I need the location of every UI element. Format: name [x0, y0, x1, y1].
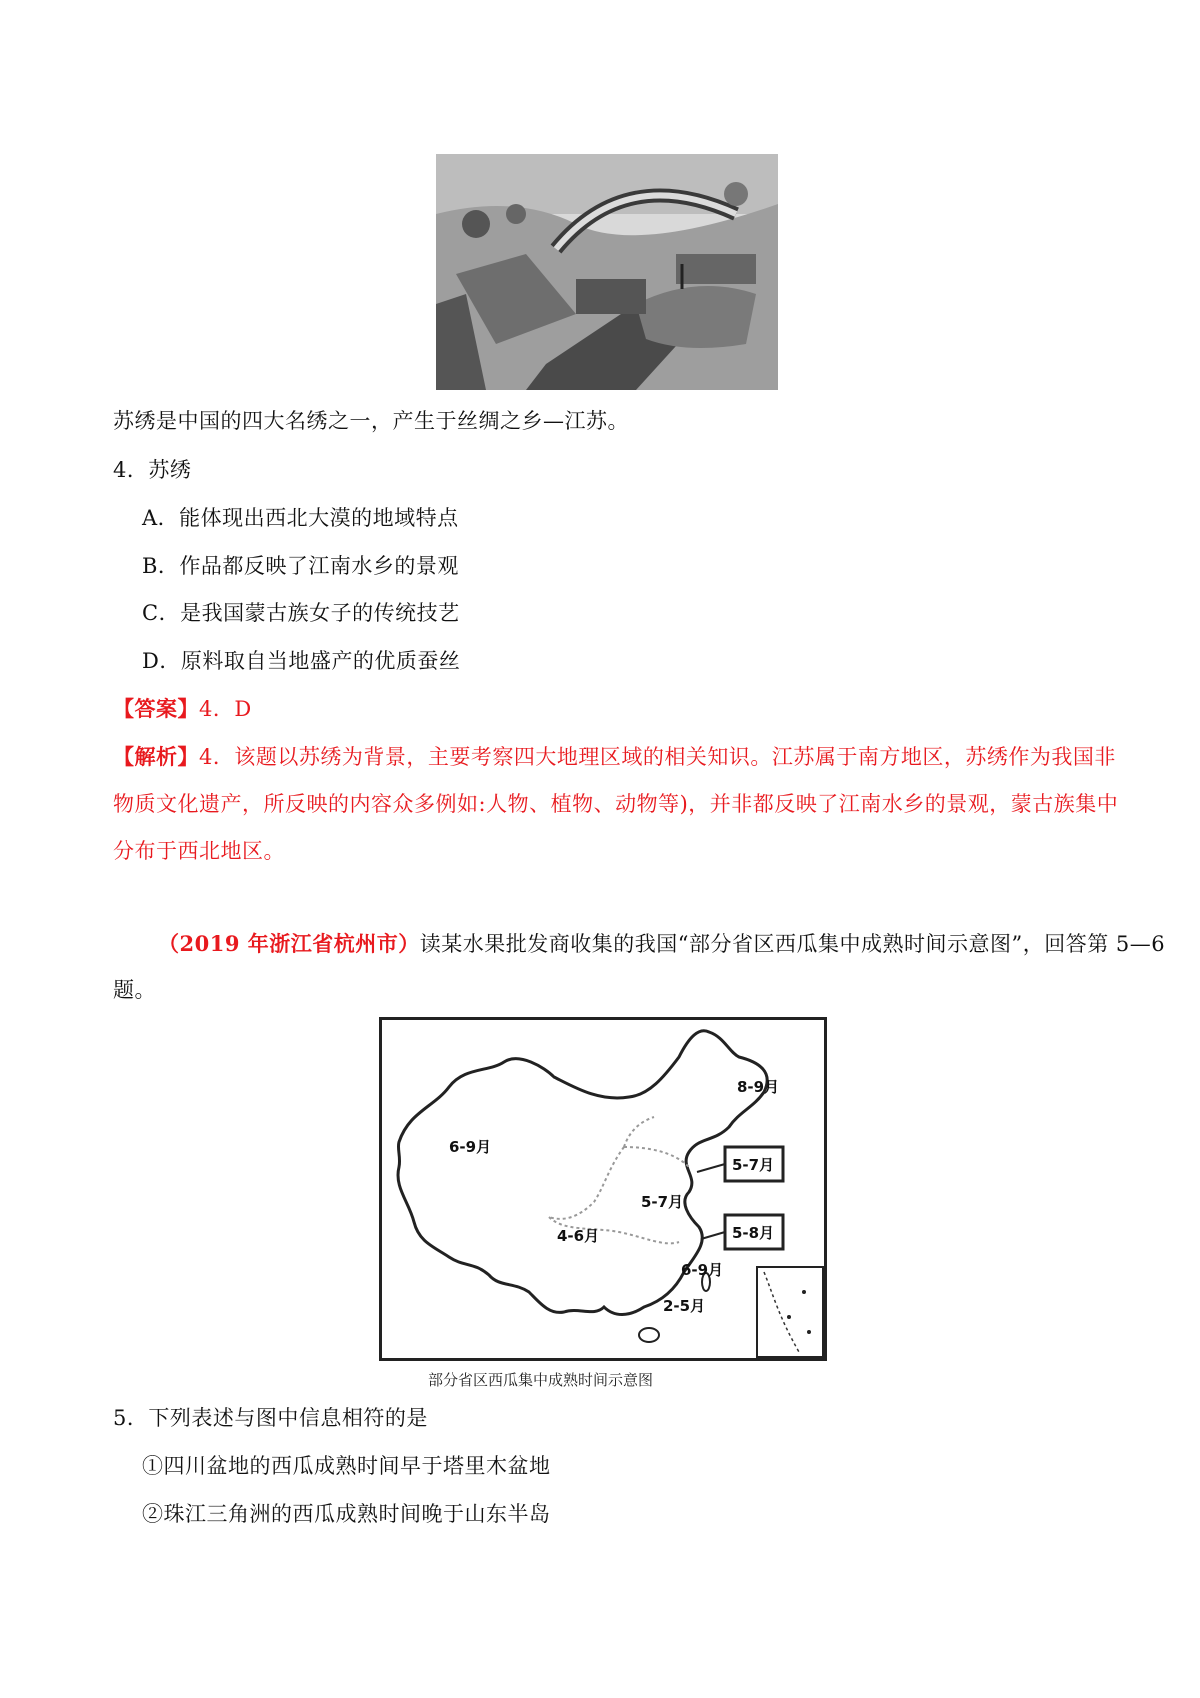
q56-source: （2019 年浙江省杭州市） [158, 931, 420, 956]
label-central: 5-7月 [641, 1193, 684, 1211]
analysis-tag: 【解析】 [113, 744, 199, 769]
answer-tag: 【答案】 [113, 696, 199, 721]
q4-option-c: C．是我国蒙古族女子的传统技艺 [142, 601, 460, 625]
analysis-text-1: 4．该题以苏绣为背景，主要考察四大地理区域的相关知识。江苏属于南方地区，苏绣作为我国非 [199, 745, 1116, 769]
q56-intro-line-1 [158, 933, 1165, 955]
q5-item-2: ②珠江三角洲的西瓜成熟时间晚于山东半岛 [142, 1502, 551, 1526]
q4-intro: 苏绣是中国的四大名绣之一，产生于丝绸之乡—江苏。 [113, 409, 629, 433]
q56-intro-text: 读某水果批发商收集的我国“部分省区西瓜集中成熟时间示意图”，回答第 5—6 [419, 932, 1166, 956]
label-southeast: 6-9月 [681, 1261, 724, 1279]
q5-stem: 5．下列表述与图中信息相符的是 [113, 1406, 428, 1430]
map-caption: 部分省区西瓜集中成熟时间示意图 [428, 1371, 654, 1389]
analysis-line-1 [113, 746, 1116, 768]
suxiu-embroidery-image [436, 154, 778, 390]
q56-intro-line-2: 题。 [113, 978, 156, 1002]
label-south: 2-5月 [663, 1297, 706, 1315]
label-east-box: 5-8月 [732, 1224, 775, 1242]
watermelon-map [379, 1017, 827, 1361]
analysis-line-2: 物质文化遗产，所反映的内容众多例如:人物、植物、动物等)，并非都反映了江南水乡的景观，蒙古族集中 [113, 792, 1119, 816]
q4-option-a: A．能体现出西北大漠的地域特点 [142, 506, 459, 530]
answer-text: 4．D [199, 697, 252, 721]
analysis-line-3: 分布于西北地区。 [113, 839, 285, 863]
q4-stem: 4．苏绣 [113, 458, 192, 482]
answer-line [113, 698, 252, 720]
q5-item-1: ①四川盆地的西瓜成熟时间早于塔里木盆地 [142, 1454, 551, 1478]
q4-option-b: B．作品都反映了江南水乡的景观 [142, 554, 459, 578]
q4-option-d: D．原料取自当地盛产的优质蚕丝 [142, 649, 461, 673]
label-southwest: 4-6月 [557, 1227, 600, 1245]
label-north-box: 5-7月 [732, 1156, 775, 1174]
label-northeast: 8-9月 [737, 1078, 780, 1096]
label-northwest: 6-9月 [449, 1138, 492, 1156]
